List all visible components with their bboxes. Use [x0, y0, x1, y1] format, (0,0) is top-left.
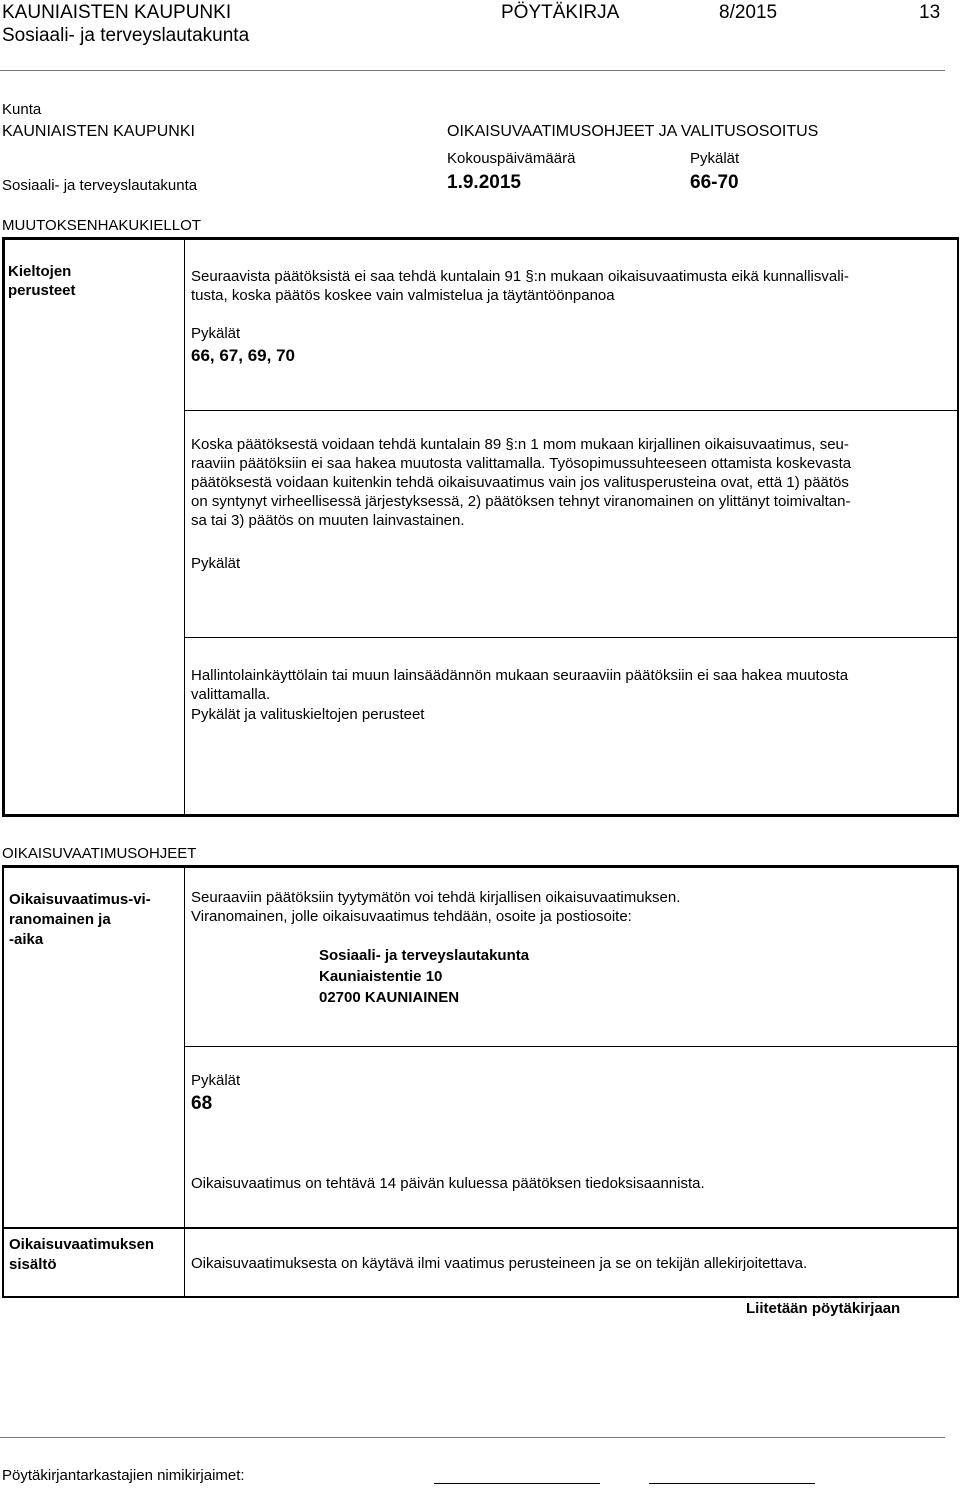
block2-line5: sa tai 3) päätös on muuten lainvastainen. [191, 512, 465, 529]
footer-rule [0, 1437, 945, 1438]
appeal-left-border [2, 865, 4, 1298]
appeal-sections-value: 68 [191, 1093, 213, 1114]
meeting-date: 1.9.2015 [447, 172, 521, 193]
document-title: OIKAISUVAATIMUSOHJEET JA VALITUSOSOITUS [447, 123, 819, 140]
content-left-label-2: sisältö [9, 1256, 57, 1273]
appeal-line2: Viranomainen, jolle oikaisuvaatimus tehdään, osoite ja postiosoite: [191, 908, 632, 925]
content-left-label-1: Oikaisuvaatimuksen [9, 1236, 155, 1253]
appeal-heading: OIKAISUVAATIMUSOHJEET [2, 845, 197, 862]
block3-line1: Hallintolainkäyttölain tai muun lainsäädännön mukaan seuraaviin päätöksiin ei saa hakea muutosta [191, 667, 849, 684]
restrictions-left-label-2: perusteet [8, 282, 76, 299]
block2-sections-label: Pykälät [191, 555, 241, 572]
appeal-address-line1: Sosiaali- ja terveyslautakunta [319, 947, 530, 964]
appeal-bottom-border [2, 1296, 958, 1298]
header-doc-number: 8/2015 [719, 2, 778, 23]
restrictions-heading: MUUTOKSENHAKUKIELLOT [2, 217, 201, 234]
block2-line4: on syntynyt virheellisessä järjestyksessä, 2) päätöksen tehnyt viranomainen on ylittänyt toimivaltan- [191, 493, 851, 510]
restrictions-left-label-1: Kieltojen [8, 263, 72, 280]
box-top-border [2, 237, 958, 240]
appeal-address-line3: 02700 KAUNIAINEN [319, 989, 460, 1006]
meeting-sections: 66-70 [690, 172, 739, 193]
box-column-divider [184, 240, 185, 814]
date-label: Kokouspäivämäärä [447, 150, 576, 167]
block2-line1: Koska päätöksestä voidaan tehdä kuntalain 89 §:n 1 mom mukaan kirjallinen oikaisuvaatimus, seu- [191, 436, 849, 453]
appeal-top-border [2, 865, 958, 868]
block2-line2: raaviin päätöksiin ei saa hakea muutosta valittamalla. Työsopimussuhteeseen ottamista koskevasta [191, 455, 852, 472]
content-text: Oikaisuvaatimuksesta on käytävä ilmi vaatimus perusteineen ja se on tekijän allekirjoitettava. [191, 1255, 808, 1272]
board-name: Sosiaali- ja terveyslautakunta [2, 177, 198, 194]
header-doc-type: PÖYTÄKIRJA [501, 2, 620, 23]
appeal-line1: Seuraaviin päätöksiin tyytymätön voi tehdä kirjallisen oikaisuvaatimuksen. [191, 889, 681, 906]
kunta-name: KAUNIAISTEN KAUPUNKI [2, 123, 195, 140]
header-rule [0, 70, 945, 71]
appeal-sections-label: Pykälät [191, 1072, 241, 1089]
header-page-number: 13 [919, 2, 941, 23]
row-divider-1 [184, 410, 958, 411]
signature-line-1[interactable] [434, 1483, 600, 1484]
block3-sections-label: Pykälät ja valituskieltojen perusteet [191, 706, 425, 723]
appeal-right-border [957, 865, 959, 1298]
header-org: KAUNIAISTEN KAUPUNKI [2, 2, 232, 23]
block1-sections-value: 66, 67, 69, 70 [191, 346, 295, 365]
appeal-left-label-3: -aika [9, 931, 44, 948]
sections-label: Pykälät [690, 150, 740, 167]
block3-line2: valittamalla. [191, 686, 271, 703]
header-board: Sosiaali- ja terveyslautakunta [2, 25, 250, 46]
appeal-row-divider-2 [2, 1227, 958, 1229]
attachment-note: Liitetään pöytäkirjaan [746, 1300, 901, 1317]
appeal-address-line2: Kauniaistentie 10 [319, 968, 443, 985]
block1-line2: tusta, koska päätös koskee vain valmistelua ja täytäntöönpanoa [191, 287, 615, 304]
appeal-column-divider [184, 868, 185, 1296]
appeal-deadline: Oikaisuvaatimus on tehtävä 14 päivän kuluessa päätöksen tiedoksisaannista. [191, 1175, 705, 1192]
signature-line-2[interactable] [649, 1483, 815, 1484]
box-left-border [2, 237, 5, 817]
appeal-row-divider-1 [184, 1046, 958, 1047]
kunta-label: Kunta [2, 101, 42, 118]
signatures-label: Pöytäkirjantarkastajien nimikirjaimet: [2, 1467, 245, 1484]
appeal-left-label-2: ranomainen ja [9, 911, 111, 928]
box-bottom-border [2, 814, 958, 817]
box-right-border [957, 237, 959, 817]
row-divider-2 [184, 637, 958, 638]
block1-line1: Seuraavista päätöksistä ei saa tehdä kuntalain 91 §:n mukaan oikaisuvaatimusta eikä kunnallisvali- [191, 268, 849, 285]
appeal-left-label-1: Oikaisuvaatimus-vi- [9, 891, 151, 908]
block1-sections-label: Pykälät [191, 325, 241, 342]
block2-line3: päätöksestä voidaan kuitenkin tehdä oikaisuvaatimus vain jos valitusperusteina ovat, että 1) päätös [191, 474, 849, 491]
